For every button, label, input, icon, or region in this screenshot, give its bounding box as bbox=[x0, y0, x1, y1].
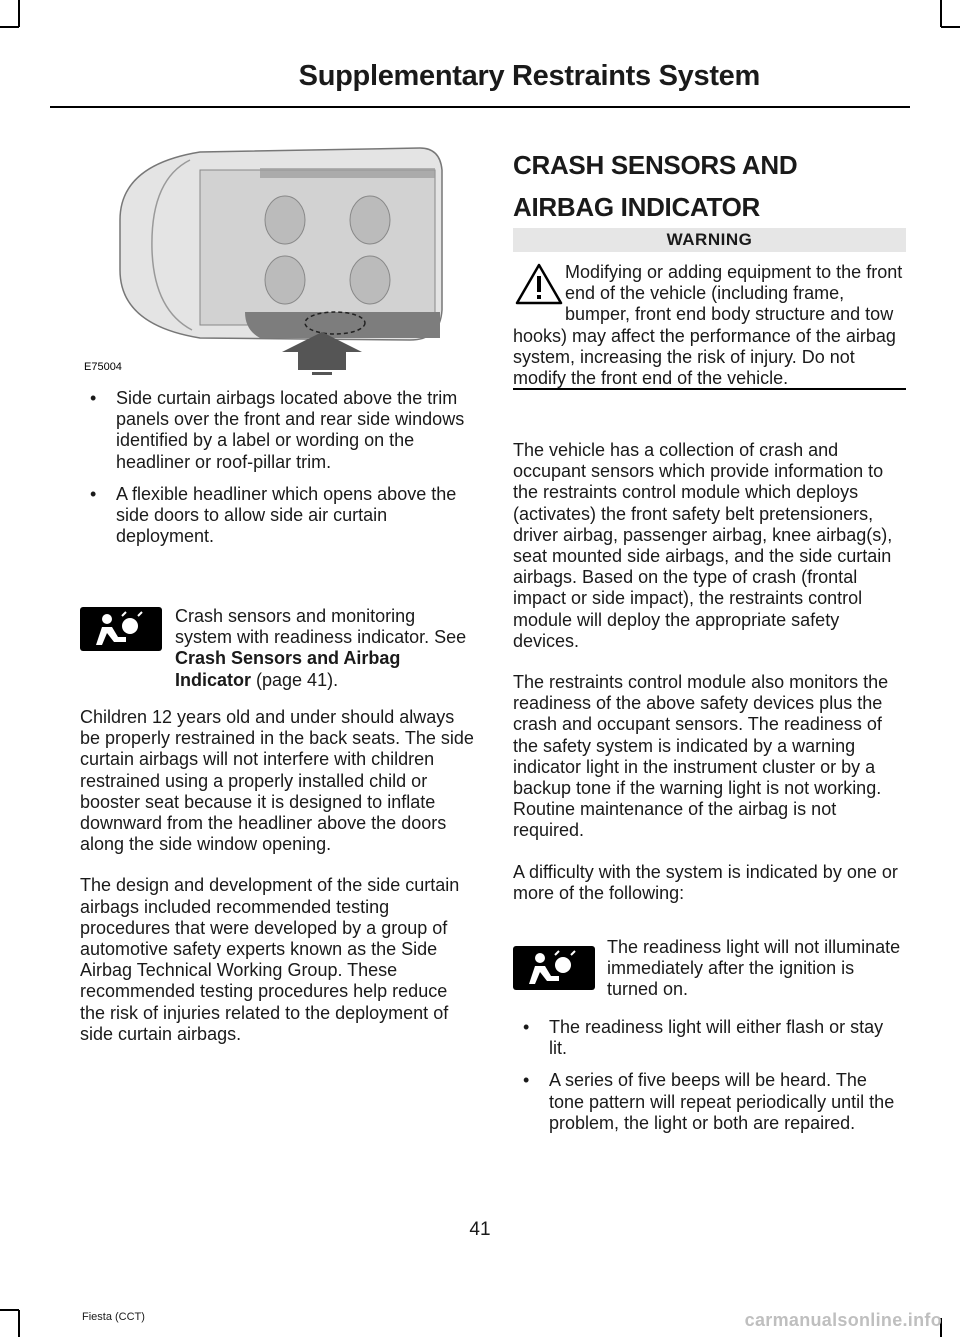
left-column bbox=[80, 388, 475, 558]
airbag-readiness-icon bbox=[513, 946, 595, 990]
page-header-title: Supplementary Restraints System bbox=[298, 60, 760, 92]
crop-mark bbox=[940, 0, 942, 27]
list-item bbox=[513, 1070, 906, 1134]
bullet-dot: • bbox=[90, 483, 97, 504]
heading-line: CRASH SENSORS AND bbox=[513, 150, 798, 180]
paragraph: The design and development of the side curtain airbags included recommended testing procedures that were developed by a group of automotive safety experts known as the Side Airbag Technical Working Group. These recommended testing procedures help reduce the risk of injuries related to the deployment of side curtain airbags. bbox=[80, 875, 460, 1044]
list-item bbox=[80, 388, 475, 473]
crop-mark bbox=[0, 26, 19, 28]
cross-reference-link[interactable]: Crash Sensors and Airbag Indicator bbox=[175, 648, 401, 690]
bullet-dot: • bbox=[523, 1070, 530, 1091]
bullet-text: A flexible headliner which opens above the side doors to allow side air curtain deployment. bbox=[116, 483, 457, 547]
bullet-dot: • bbox=[90, 388, 97, 408]
airbag-warning-icon bbox=[80, 607, 162, 651]
header-rule bbox=[50, 106, 910, 108]
icon-text: The readiness light will not illuminate immediately after the ignition is turned on. bbox=[607, 937, 901, 1000]
paragraph: The restraints control module also monitors the readiness of the above safety devices plus the crash and occupant sensors. The readiness of the safety system is indicated by a warning indicator light in the instrument cluster or by a backup tone if the warning light is not working. Routine maintenance of the airbag is not required. bbox=[513, 672, 889, 841]
list-item bbox=[513, 1017, 906, 1059]
icon-para-text: Crash sensors and monitoring system with readiness indicator. See bbox=[175, 606, 467, 648]
warning-label: WARNING bbox=[513, 228, 906, 252]
crop-mark bbox=[18, 1310, 20, 1337]
bullet-text: A series of five beeps will be heard. The tone pattern will repeat periodically until the problem, the light or both are repaired. bbox=[549, 1070, 895, 1133]
icon-para-tail: (page 41). bbox=[251, 669, 339, 690]
crop-mark bbox=[0, 1309, 19, 1311]
vehicle-airbag-illustration bbox=[80, 140, 475, 375]
left-paragraphs bbox=[80, 707, 475, 1065]
watermark-text: carmanualsonline.info bbox=[744, 1310, 942, 1330]
bullet-dot: • bbox=[523, 1017, 530, 1037]
section-heading bbox=[513, 148, 797, 224]
paragraph: A difficulty with the system is indicated by one or more of the following: bbox=[513, 861, 898, 903]
crop-mark bbox=[18, 0, 20, 27]
footer-model: Fiesta (CCT) bbox=[82, 1311, 145, 1323]
bullet-text: The readiness light will either flash or stay lit. bbox=[549, 1017, 884, 1059]
page-number: 41 bbox=[469, 1219, 491, 1240]
paragraph: Children 12 years old and under should always be properly restrained in the back seats. The side curtain airbags will not interfere with children restrained using a properly installed child or booster seat because it is designed to inflate downward from the headliner above the doors along the side window opening. bbox=[80, 707, 474, 855]
heading-line: AIRBAG INDICATOR bbox=[513, 192, 761, 222]
warning-text: Modifying or adding equipment to the front end of the vehicle (including frame, bumper, front end body structure and tow hooks) may affect the performance of the airbag system, increasing the risk of injury. Do not modify the front end of the vehicle. bbox=[513, 262, 903, 389]
warning-text-block bbox=[513, 262, 906, 389]
crop-mark bbox=[941, 26, 960, 28]
right-paragraphs bbox=[513, 440, 906, 924]
bullet-text: Side curtain airbags located above the trim panels over the front and rear side windows identified by a label or wording on the headliner or roof-pillar trim. bbox=[116, 388, 465, 472]
icon-paragraph bbox=[175, 606, 475, 691]
right-bullets bbox=[513, 1017, 906, 1145]
paragraph: The vehicle has a collection of crash and occupant sensors which provide information to the restraints control module which deploys (activates) the front safety belt pretensioners, driver airbag, passenger airbag, knee airbag(s), seat mounted side airbags, and the side curtain airbags. Based on the type of crash (frontal impact or side impact), the restraints control module will deploy the appropriate safety devices. bbox=[513, 440, 893, 651]
warning-rule bbox=[513, 388, 906, 390]
figure-code: E75004 bbox=[84, 361, 122, 373]
list-item bbox=[80, 484, 475, 548]
